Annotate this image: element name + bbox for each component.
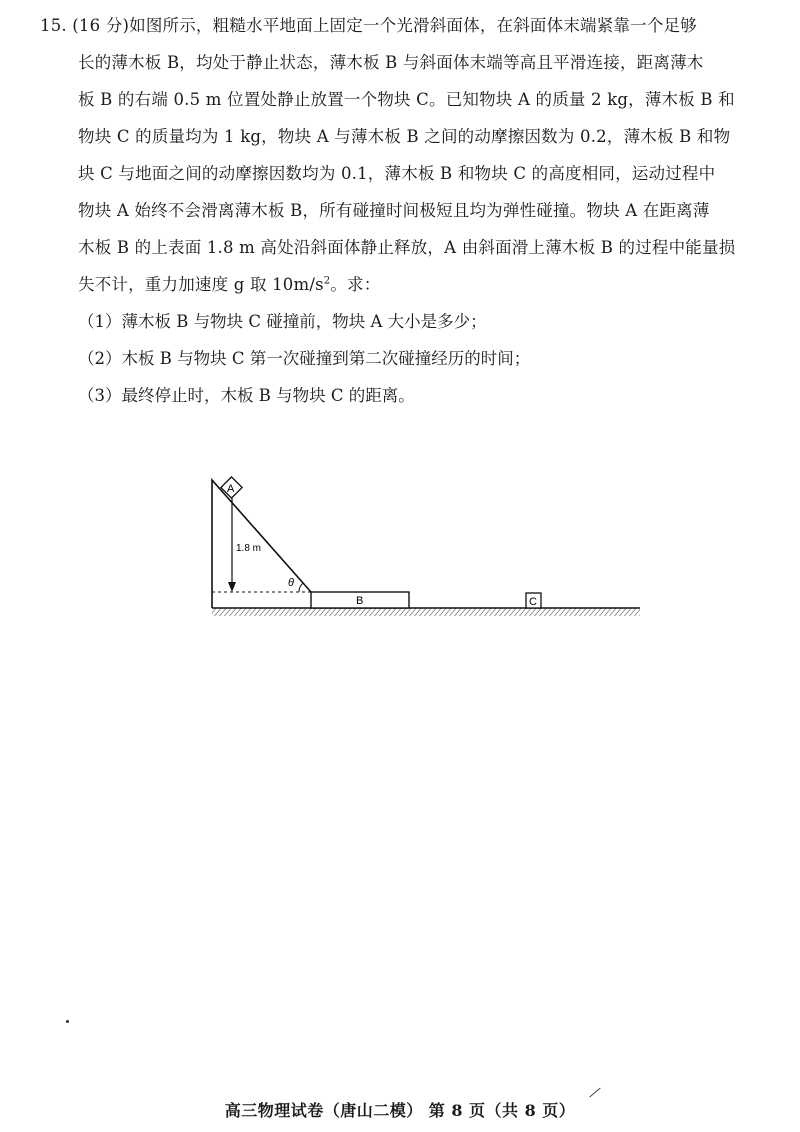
question-1: （1）薄木板 B 与物块 C 碰撞前，物块 A 大小是多少； — [78, 312, 487, 331]
block-a-label: A — [227, 483, 235, 495]
angle-arc — [299, 583, 303, 592]
problem-line-8 — [40, 273, 780, 310]
problem-line-6: 物块 A 始终不会滑离薄木板 B，所有碰撞时间极短且均为弹性碰撞。物块 A 在距离薄 — [78, 201, 710, 220]
stray-dot — [66, 1020, 69, 1023]
height-arrow-head — [228, 582, 236, 592]
problem-text-tail: 。求： — [330, 275, 381, 294]
block-c-label: C — [529, 596, 537, 608]
problem-line-5: 块 C 与地面之间的动摩擦因数均为 0.1，薄木板 B 和物块 C 的高度相同，运动过程中 — [78, 164, 716, 183]
problem-15 — [40, 14, 780, 421]
problem-number: 15. — [40, 16, 67, 35]
problem-line-1 — [40, 14, 780, 51]
problem-text-line: 如图所示，粗糙水平地面上固定一个光滑斜面体，在斜面体末端紧靠一个足够 — [129, 16, 697, 35]
angle-label: θ — [288, 577, 294, 589]
height-label: 1.8 m — [236, 543, 262, 554]
problem-line-2: 长的薄木板 B，均处于静止状态，薄木板 B 与斜面体末端等高且平滑连接，距离薄木 — [78, 53, 704, 72]
problem-line-4: 物块 C 的质量均为 1 kg，物块 A 与薄木板 B 之间的动摩擦因数为 0.2，薄木板 B 和物 — [78, 127, 731, 146]
exponent: 2 — [323, 275, 331, 287]
ground-hatch — [212, 608, 640, 616]
question-2: （2）木板 B 与物块 C 第一次碰撞到第二次碰撞经历的时间； — [78, 349, 531, 368]
diagram-svg — [200, 472, 650, 632]
page-footer: 高三物理试卷（唐山二模） 第 8 页（共 8 页） — [224, 1101, 576, 1120]
problem-line-7: 木板 B 的上表面 1.8 m 高处沿斜面体静止释放，A 由斜面滑上薄木板 B 的过程中能量损 — [78, 238, 736, 257]
problem-points: (16 分) — [72, 16, 130, 35]
board-b-label: B — [356, 595, 364, 607]
question-3: （3）最终停止时，木板 B 与物块 C 的距离。 — [78, 386, 415, 405]
incline-body — [212, 480, 311, 608]
problem-line-3: 板 B 的右端 0.5 m 位置处静止放置一个物块 C。已知物块 A 的质量 2 kg，薄木板 B 和 — [78, 90, 735, 109]
physics-diagram — [200, 472, 650, 632]
problem-text-line: 失不计，重力加速度 g 取 10m/s — [78, 275, 324, 294]
stray-mark — [589, 1088, 600, 1098]
